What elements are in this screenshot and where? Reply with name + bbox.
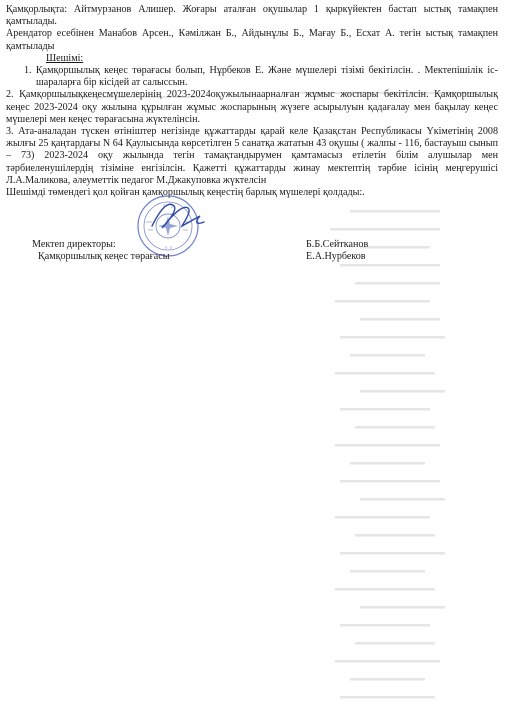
director-title: Мектеп директоры: xyxy=(32,239,116,250)
closing-statement: Шешімді төмендегі қол қойған қамқоршылық кеңестің барлық мүшелері қолдады:. xyxy=(6,187,365,199)
director-name: Б.Б.Сейтканов xyxy=(306,239,369,250)
director-signature xyxy=(148,196,208,236)
decision-heading: Шешімі: xyxy=(46,52,84,64)
chair-title: Қамқоршылық кеңес төрағасы xyxy=(38,251,170,262)
decision-item-1: 1. Қамқоршылық кеңес төрағасы болып, Нұрбеков Е. Және мүшелері тізімі бекітілсін. . Мектепішілік іс-шараларға бір кісідей ат салыссын. xyxy=(24,65,498,89)
document-body xyxy=(6,4,498,199)
paragraph-guardianship: Қамқорлықта: Айтмурзанов Алишер. Жоғары аталған оқушылар 1 қыркүйектен бастап ыстық тамақпен қамтылады. xyxy=(6,4,498,28)
decision-item-3: 3. Ата-аналадан түскен өтініштер негізінде құжаттарды қарай келе Қазақстан Республикасы Үкіметінің 2008 жылғы 25 қаңтардағы N 64 Қаулысында көрсетілген 5 санатқа жататын 43 оқушы ( жалпы - 116, бастауыш сынып – 73) 2023-2024 оқу жылында тегін тамақтандырумен қамтамасыз етілетін білім алушылар мен тәрбиеленушілердің тізіміне енгізілсін. Қажетті құжаттарды жинау мектептің тәрбие ісінің меңгерушісі Л.А.Маликова, әлеуметтік педагог М.Джакуповка жүктелсін xyxy=(6,126,498,186)
paragraph-free-meals: Арендатор есебінен Манабов Арсен., Кәмілжан Б., Айдынұлы Б., Мағау Б., Есхат А. тегін ыстық тамақпен қамтылады xyxy=(6,28,498,52)
chair-name: Е.А.Нурбеков xyxy=(306,251,366,262)
decision-item-2: 2. Қамқоршылықкеңесмүшелерінің 2023-2024оқужылынаарналған жұмыс жоспары бекітілсін. Қамқоршылық кеңес 2023-2024 оқу жылына құрылған жұмыс жоспарының жүзеге асырылуын қадағалау мен бақылау кеңес мүшелері мен кеңес төрағасына жүктелінсін. xyxy=(6,89,498,125)
